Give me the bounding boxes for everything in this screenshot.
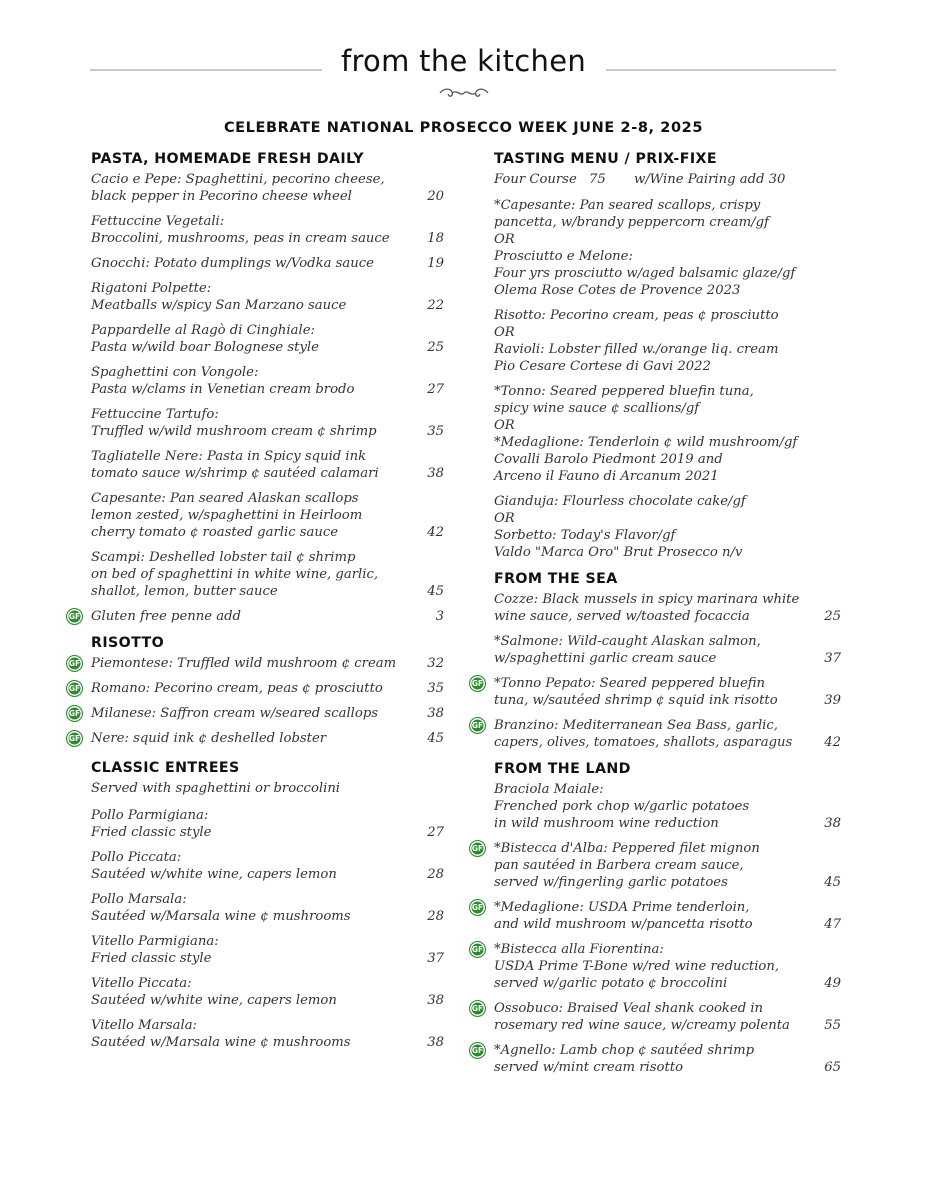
menu-item-price: 45 <box>427 584 444 599</box>
tasting-line: Sorbetto: Today's Flavor/gf <box>494 528 676 543</box>
menu-item <box>66 406 444 440</box>
menu-item-description <box>91 1017 404 1051</box>
tasting-course-block <box>494 383 841 485</box>
menu-item-description <box>91 255 404 272</box>
menu-item <box>469 1000 841 1034</box>
tasting-line: Prosciutto e Melone: <box>494 249 633 264</box>
menu-item-description <box>91 171 404 205</box>
menu-item-line: Fried classic style <box>91 951 212 966</box>
pasta-list <box>66 171 444 625</box>
left-column <box>66 150 444 1059</box>
menu-item-description <box>91 849 404 883</box>
menu-item <box>66 933 444 967</box>
menu-item <box>66 364 444 398</box>
menu-item-line: tuna, w/sautéed shrimp ¢ squid ink risotto <box>494 693 778 708</box>
tasting-line: pancetta, w/brandy peppercorn cream/gf <box>494 215 769 230</box>
menu-item-description <box>494 941 796 992</box>
menu-item-description <box>494 1042 796 1076</box>
flourish-ornament-icon <box>438 86 490 100</box>
menu-item-line: w/spaghettini garlic cream sauce <box>494 651 717 666</box>
menu-item-line: served w/fingerling garlic potatoes <box>494 875 728 890</box>
tasting-line: OR <box>494 325 515 340</box>
menu-item-line: Sautéed w/white wine, capers lemon <box>91 993 337 1008</box>
menu-item-line: Capesante: Pan seared Alaskan scallops <box>91 491 359 506</box>
menu-item-line: *Medaglione: USDA Prime tenderloin, <box>494 900 750 915</box>
menu-item-line: Fettuccine Vegetali: <box>91 214 225 229</box>
menu-item-line: Ossobuco: Braised Veal shank cooked in <box>494 1001 764 1016</box>
gluten-free-icon: GF <box>66 608 83 625</box>
menu-item-price: 27 <box>427 825 444 840</box>
tasting-line: Olema Rose Cotes de Provence 2023 <box>494 283 741 298</box>
tasting-course-price: 75 <box>588 172 606 187</box>
gluten-free-icon: GF <box>469 717 486 734</box>
menu-item-line: Spaghettini con Vongole: <box>91 365 259 380</box>
menu-item-price: 25 <box>427 340 444 355</box>
menu-item-line: Meatballs w/spicy San Marzano sauce <box>91 298 347 313</box>
menu-item-description <box>494 1000 796 1034</box>
menu-item <box>66 608 444 625</box>
menu-item-line: Tagliatelle Nere: Pasta in Spicy squid ink <box>91 449 367 464</box>
menu-item <box>66 807 444 841</box>
tasting-line: Four yrs prosciutto w/aged balsamic glaze/gf <box>494 266 796 281</box>
menu-item-line: Vitello Marsala: <box>91 1018 198 1033</box>
tasting-line: Valdo "Marca Oro" Brut Prosecco n/v <box>494 545 743 560</box>
menu-item-line: Vitello Parmigiana: <box>91 934 219 949</box>
menu-item-line: *Tonno Pepato: Seared peppered bluefin <box>494 676 766 691</box>
tasting-line: Arceno il Fauno di Arcanum 2021 <box>494 469 719 484</box>
menu-item-line: Sautéed w/white wine, capers lemon <box>91 867 337 882</box>
entrees-list <box>66 807 444 1051</box>
tasting-line: Pio Cesare Cortese di Gavi 2022 <box>494 359 711 374</box>
menu-item <box>469 591 841 625</box>
right-column <box>469 150 841 1084</box>
menu-item-line: *Salmone: Wild-caught Alaskan salmon, <box>494 634 761 649</box>
menu-item-line: Cacio e Pepe: Spaghettini, pecorino cheese, <box>91 172 385 187</box>
menu-item-line: shallot, lemon, butter sauce <box>91 584 278 599</box>
tasting-pairing: w/Wine Pairing add 30 <box>633 172 786 187</box>
menu-item-price: 28 <box>427 867 444 882</box>
menu-item-price: 3 <box>435 609 444 624</box>
menu-item-price: 38 <box>427 993 444 1008</box>
menu-item-price: 20 <box>427 189 444 204</box>
tasting-line: spicy wine sauce ¢ scallions/gf <box>494 401 700 416</box>
menu-item-line: Pasta w/clams in Venetian cream brodo <box>91 382 355 397</box>
menu-item-line: Milanese: Saffron cream w/seared scallops <box>91 706 379 721</box>
tasting-line: OR <box>494 232 515 247</box>
tasting-line: OR <box>494 511 515 526</box>
menu-item-price: 47 <box>824 917 841 932</box>
menu-item-price: 38 <box>427 466 444 481</box>
menu-item-description <box>91 490 404 541</box>
menu-item-line: in wild mushroom wine reduction <box>494 816 719 831</box>
gluten-free-icon: GF <box>469 941 486 958</box>
menu-item-line: Gluten free penne add <box>91 609 241 624</box>
menu-item-line: Braciola Maiale: <box>494 782 604 797</box>
menu-item-price: 55 <box>824 1018 841 1033</box>
tasting-line: *Capesante: Pan seared scallops, crispy <box>494 198 761 213</box>
menu-item-description <box>91 933 404 967</box>
menu-item-line: lemon zested, w/spaghettini in Heirloom <box>91 508 363 523</box>
menu-item-price: 65 <box>824 1060 841 1075</box>
menu-item-description <box>91 807 404 841</box>
menu-item <box>66 1017 444 1051</box>
menu-item <box>469 1042 841 1076</box>
tasting-line: Ravioli: Lobster filled w./orange liq. cream <box>494 342 779 357</box>
menu-item-line: Fettuccine Tartufo: <box>91 407 219 422</box>
menu-item <box>469 717 841 751</box>
section-heading-entrees: CLASSIC ENTREES <box>91 760 240 776</box>
gluten-free-icon: GF <box>469 899 486 916</box>
entrees-note: Served with spaghettini or broccolini <box>91 781 341 796</box>
menu-item-price: 42 <box>824 735 841 750</box>
menu-item-price: 35 <box>427 424 444 439</box>
tasting-line: *Tonno: Seared peppered bluefin tuna, <box>494 384 754 399</box>
menu-item-line: black pepper in Pecorino cheese wheel <box>91 189 352 204</box>
gf-cell <box>469 717 494 734</box>
gluten-free-icon: GF <box>66 655 83 672</box>
header-rule-right <box>606 69 836 71</box>
menu-item-description <box>494 591 799 625</box>
menu-item-price: 18 <box>427 231 444 246</box>
menu-item-line: Pasta w/wild boar Bolognese style <box>91 340 319 355</box>
tasting-line: Covalli Barolo Piedmont 2019 and <box>494 452 723 467</box>
risotto-list <box>66 655 444 747</box>
menu-item-price: 35 <box>427 681 444 696</box>
gf-cell <box>66 730 91 747</box>
menu-item-line: Piemontese: Truffled wild mushroom ¢ cream <box>91 656 397 671</box>
gf-cell <box>66 655 91 672</box>
menu-item <box>66 448 444 482</box>
gluten-free-icon: GF <box>469 1042 486 1059</box>
menu-item-description <box>91 322 404 356</box>
menu-item-line: Sautéed w/Marsala wine ¢ mushrooms <box>91 909 351 924</box>
section-heading-tasting: TASTING MENU / PRIX-FIXE <box>494 151 717 167</box>
menu-item-line: wine sauce, served w/toasted focaccia <box>494 609 750 624</box>
menu-item-description <box>91 406 404 440</box>
menu-item-line: *Bistecca alla Fiorentina: <box>494 942 664 957</box>
menu-item-line: Frenched pork chop w/garlic potatoes <box>494 799 750 814</box>
section-heading-pasta: PASTA, HOMEMADE FRESH DAILY <box>91 151 364 167</box>
menu-item <box>66 655 444 672</box>
menu-item-line: and wild mushroom w/pancetta risotto <box>494 917 753 932</box>
menu-item <box>66 280 444 314</box>
menu-item-line: Truffled w/wild mushroom cream ¢ shrimp <box>91 424 377 439</box>
gf-cell <box>66 680 91 697</box>
menu-item-description <box>91 549 404 600</box>
menu-item-line: Romano: Pecorino cream, peas ¢ prosciutto <box>91 681 383 696</box>
menu-item <box>66 322 444 356</box>
menu-item-price: 19 <box>427 256 444 271</box>
tasting-line: *Medaglione: Tenderloin ¢ wild mushroom/gf <box>494 435 798 450</box>
menu-item <box>469 781 841 832</box>
menu-item-line: Scampi: Deshelled lobster tail ¢ shrimp <box>91 550 356 565</box>
menu-item-line: Pollo Piccata: <box>91 850 182 865</box>
menu-item-line: Branzino: Mediterranean Sea Bass, garlic, <box>494 718 778 733</box>
gf-cell <box>469 941 494 958</box>
menu-item-price: 42 <box>427 525 444 540</box>
menu-item-price: 28 <box>427 909 444 924</box>
menu-item-line: *Bistecca d'Alba: Peppered filet mignon <box>494 841 760 856</box>
menu-item-description <box>91 730 404 747</box>
gf-cell <box>66 705 91 722</box>
menu-item-description <box>91 448 404 482</box>
menu-item-description <box>91 280 404 314</box>
menu-item <box>66 705 444 722</box>
menu-item-description <box>91 891 404 925</box>
menu-item-description <box>91 608 404 625</box>
menu-item-line: tomato sauce w/shrimp ¢ sautéed calamari <box>91 466 379 481</box>
menu-item-price: 27 <box>427 382 444 397</box>
menu-item-description <box>494 717 796 751</box>
menu-item <box>469 633 841 667</box>
menu-item-price: 38 <box>427 1035 444 1050</box>
tasting-course-block <box>494 493 841 561</box>
gf-cell <box>469 840 494 857</box>
menu-item <box>66 680 444 697</box>
gf-cell <box>469 1042 494 1059</box>
menu-item-line: rosemary red wine sauce, w/creamy polenta <box>494 1018 790 1033</box>
menu-item-line: capers, olives, tomatoes, shallots, asparagus <box>494 735 793 750</box>
menu-item-price: 32 <box>427 656 444 671</box>
menu-item-line: USDA Prime T-Bone w/red wine reduction, <box>494 959 780 974</box>
gf-cell <box>66 608 91 625</box>
gluten-free-icon: GF <box>66 730 83 747</box>
menu-header <box>0 44 927 104</box>
menu-item <box>469 941 841 992</box>
section-heading-sea: FROM THE SEA <box>494 571 618 587</box>
gf-cell <box>469 1000 494 1017</box>
menu-item-line: Vitello Piccata: <box>91 976 192 991</box>
menu-item-description <box>91 705 404 722</box>
menu-item-line: pan sautéed in Barbera cream sauce, <box>494 858 744 873</box>
menu-item-description <box>91 680 404 697</box>
menu-item-price: 25 <box>824 609 841 624</box>
menu-item-price: 22 <box>427 298 444 313</box>
gf-cell <box>469 675 494 692</box>
menu-item <box>66 255 444 272</box>
menu-item-line: on bed of spaghettini in white wine, garlic, <box>91 567 379 582</box>
menu-item-line: Rigatoni Polpette: <box>91 281 212 296</box>
tasting-course-block <box>494 307 841 375</box>
menu-item-price: 45 <box>427 731 444 746</box>
menu-item-line: Nere: squid ink ¢ deshelled lobster <box>91 731 327 746</box>
menu-item-line: Sautéed w/Marsala wine ¢ mushrooms <box>91 1035 351 1050</box>
menu-item <box>66 549 444 600</box>
menu-item-description <box>91 213 404 247</box>
gf-cell <box>469 899 494 916</box>
gluten-free-icon: GF <box>469 675 486 692</box>
menu-item <box>469 675 841 709</box>
tasting-course-label: Four Course <box>494 172 577 187</box>
menu-item <box>66 730 444 747</box>
menu-item-line: Cozze: Black mussels in spicy marinara white <box>494 592 800 607</box>
menu-item-price: 39 <box>824 693 841 708</box>
menu-item-line: served w/mint cream risotto <box>494 1060 684 1075</box>
sea-list <box>469 591 841 751</box>
menu-item-line: Pollo Parmigiana: <box>91 808 209 823</box>
gluten-free-icon: GF <box>66 705 83 722</box>
menu-subtitle: CELEBRATE NATIONAL PROSECCO WEEK JUNE 2-8, 2025 <box>223 120 704 136</box>
tasting-line: Gianduja: Flourless chocolate cake/gf <box>494 494 746 509</box>
menu-item-description <box>91 975 404 1009</box>
menu-item-price: 37 <box>427 951 444 966</box>
menu-item-description <box>494 899 796 933</box>
menu-item-price: 38 <box>824 816 841 831</box>
gluten-free-icon: GF <box>66 680 83 697</box>
land-list <box>469 781 841 1076</box>
menu-item-line: Broccolini, mushrooms, peas in cream sauce <box>91 231 390 246</box>
menu-item <box>66 849 444 883</box>
menu-item-description <box>494 781 796 832</box>
menu-item-line: served w/garlic potato ¢ broccolini <box>494 976 728 991</box>
menu-item-price: 45 <box>824 875 841 890</box>
tasting-line: OR <box>494 418 515 433</box>
menu-item <box>66 490 444 541</box>
menu-item-price: 38 <box>427 706 444 721</box>
menu-item-description <box>91 364 404 398</box>
gluten-free-icon: GF <box>469 1000 486 1017</box>
menu-item-description <box>494 633 796 667</box>
tasting-course-block <box>494 197 841 299</box>
menu-item <box>469 840 841 891</box>
gluten-free-icon: GF <box>469 840 486 857</box>
tasting-line: Risotto: Pecorino cream, peas ¢ prosciutto <box>494 308 779 323</box>
menu-item-price: 37 <box>824 651 841 666</box>
menu-item-line: Fried classic style <box>91 825 212 840</box>
menu-item-line: cherry tomato ¢ roasted garlic sauce <box>91 525 339 540</box>
section-heading-land: FROM THE LAND <box>494 761 631 777</box>
menu-item-description <box>494 675 796 709</box>
tasting-blocks <box>469 197 841 561</box>
menu-item-line: Pappardelle al Ragò di Cinghiale: <box>91 323 315 338</box>
menu-item-price: 49 <box>824 976 841 991</box>
menu-item <box>66 213 444 247</box>
menu-item-description <box>494 840 796 891</box>
menu-item <box>469 899 841 933</box>
section-heading-risotto: RISOTTO <box>91 635 165 651</box>
menu-title: from the kitchen <box>340 44 587 78</box>
menu-item <box>66 171 444 205</box>
menu-item-line: Pollo Marsala: <box>91 892 187 907</box>
tasting-course-line <box>494 171 841 188</box>
menu-item-line: Gnocchi: Potato dumplings w/Vodka sauce <box>91 256 374 271</box>
menu-item-description <box>91 655 404 672</box>
menu-item-line: *Agnello: Lamb chop ¢ sautéed shrimp <box>494 1043 755 1058</box>
menu-item <box>66 975 444 1009</box>
menu-item <box>66 891 444 925</box>
